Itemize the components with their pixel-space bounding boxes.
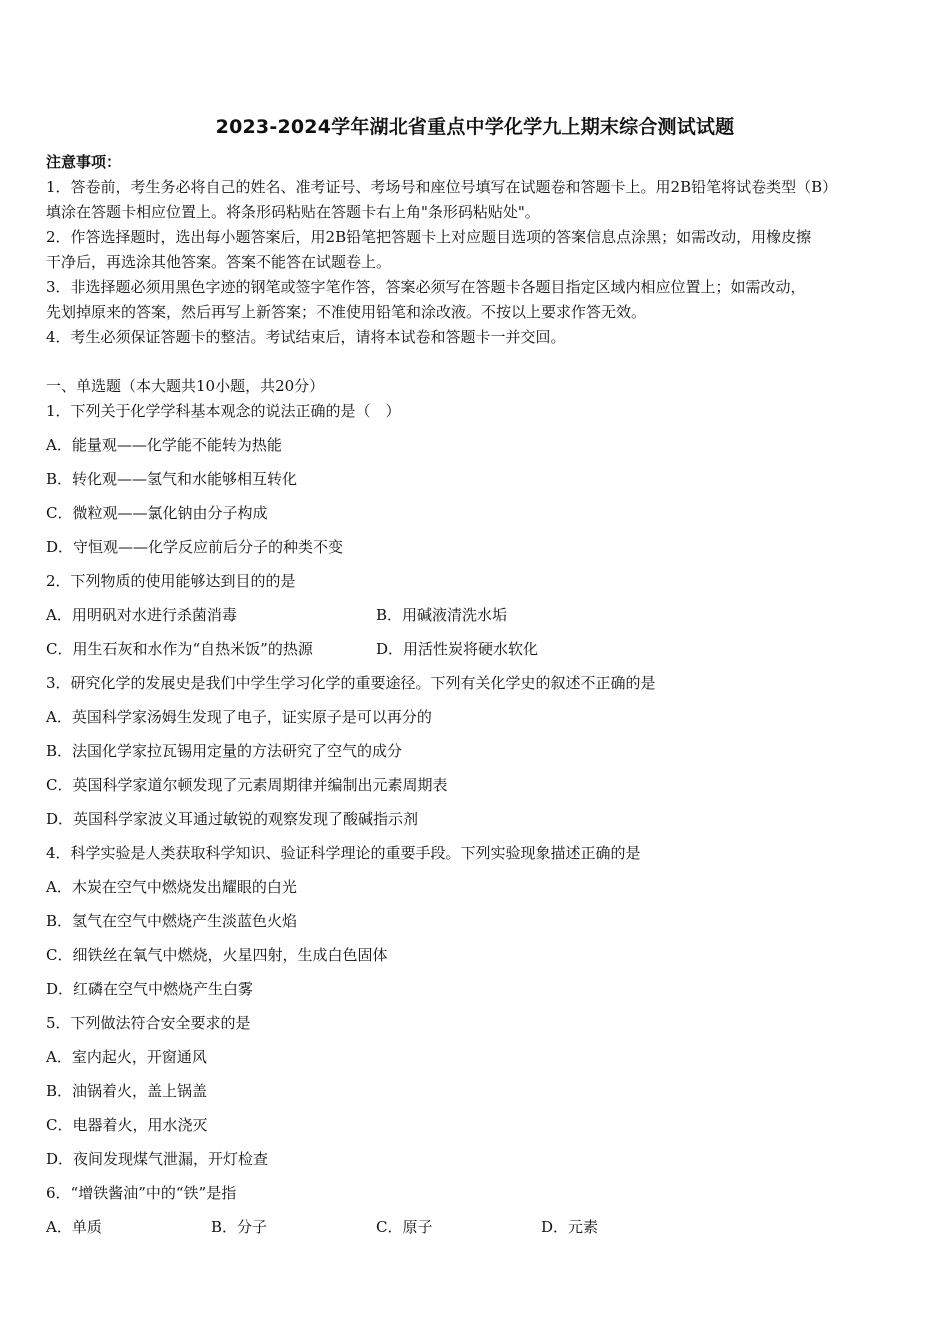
notes-line: 填涂在答题卡相应位置上。将条形码粘贴在答题卡右上角"条形码粘贴处"。 — [46, 203, 540, 221]
question-stem: 1．下列关于化学学科基本观念的说法正确的是（ ） — [46, 402, 401, 420]
option-d: D．守恒观——化学反应前后分子的种类不变 — [46, 538, 344, 556]
option-a: A．室内起火，开窗通风 — [46, 1048, 207, 1066]
notes-heading: 注意事项： — [46, 153, 122, 171]
section-heading: 一、单选题（本大题共10小题，共20分） — [46, 377, 325, 395]
option-a: A．英国科学家汤姆生发现了电子，证实原子是可以再分的 — [46, 708, 432, 726]
option-c: C．电器着火，用水浇灭 — [46, 1116, 208, 1134]
option-a: A．木炭在空气中燃烧发出耀眼的白光 — [46, 878, 297, 896]
exam-title: 2023-2024学年湖北省重点中学化学九上期末综合测试试题 — [215, 116, 735, 138]
option-d: D．用活性炭将硬水软化 — [376, 640, 539, 658]
option-c: C．英国科学家道尔顿发现了元素周期律并编制出元素周期表 — [46, 776, 448, 794]
option-d: D．英国科学家波义耳通过敏锐的观察发现了酸碱指示剂 — [46, 810, 419, 828]
option-b: B．用碱液清洗水垢 — [376, 606, 508, 624]
option-d: D．元素 — [541, 1218, 599, 1236]
question-stem: 2．下列物质的使用能够达到目的的是 — [46, 572, 296, 590]
notes-line: 4．考生必须保证答题卡的整洁。考试结束后，请将本试卷和答题卡一并交回。 — [46, 328, 566, 346]
option-a: A．单质 — [46, 1218, 102, 1236]
option-c: C．细铁丝在氧气中燃烧，火星四射，生成白色固体 — [46, 946, 388, 964]
option-d: D．红磷在空气中燃烧产生白雾 — [46, 980, 254, 998]
option-a: A．用明矾对水进行杀菌消毒 — [46, 606, 237, 624]
question-stem: 5．下列做法符合安全要求的是 — [46, 1014, 251, 1032]
question-stem: 6．“增铁酱油”中的“铁”是指 — [46, 1184, 237, 1202]
option-b: B．分子 — [211, 1218, 268, 1236]
option-b: B．氢气在空气中燃烧产生淡蓝色火焰 — [46, 912, 298, 930]
option-a: A．能量观——化学能不能转为热能 — [46, 436, 282, 454]
notes-line: 1．答卷前，考生务必将自己的姓名、准考证号、考场号和座位号填写在试题卷和答题卡上。用2B铅笔将试卷类型（B） — [46, 178, 838, 196]
option-c: C．原子 — [376, 1218, 433, 1236]
notes-line: 干净后，再选涂其他答案。答案不能答在试题卷上。 — [46, 253, 392, 271]
notes-line: 3．非选择题必须用黑色字迹的钢笔或签字笔作答，答案必须写在答题卡各题目指定区域内相应位置上；如需改动， — [46, 278, 806, 296]
option-b: B．转化观——氢气和水能够相互转化 — [46, 470, 298, 488]
option-d: D．夜间发现煤气泄漏，开灯检查 — [46, 1150, 269, 1168]
option-c: C．用生石灰和水作为“自热米饭”的热源 — [46, 640, 313, 658]
question-stem: 4．科学实验是人类获取科学知识、验证科学理论的重要手段。下列实验现象描述正确的是 — [46, 844, 641, 862]
question-stem: 3．研究化学的发展史是我们中学生学习化学的重要途径。下列有关化学史的叙述不正确的是 — [46, 674, 656, 692]
notes-line: 先划掉原来的答案，然后再写上新答案；不准使用铅笔和涂改液。不按以上要求作答无效。 — [46, 303, 647, 321]
notes-line: 2．作答选择题时，选出每小题答案后，用2B铅笔把答题卡上对应题目选项的答案信息点涂黑；如需改动，用橡皮擦 — [46, 228, 812, 246]
option-c: C．微粒观——氯化钠由分子构成 — [46, 504, 268, 522]
option-b: B．法国化学家拉瓦锡用定量的方法研究了空气的成分 — [46, 742, 403, 760]
option-b: B．油锅着火，盖上锅盖 — [46, 1082, 208, 1100]
